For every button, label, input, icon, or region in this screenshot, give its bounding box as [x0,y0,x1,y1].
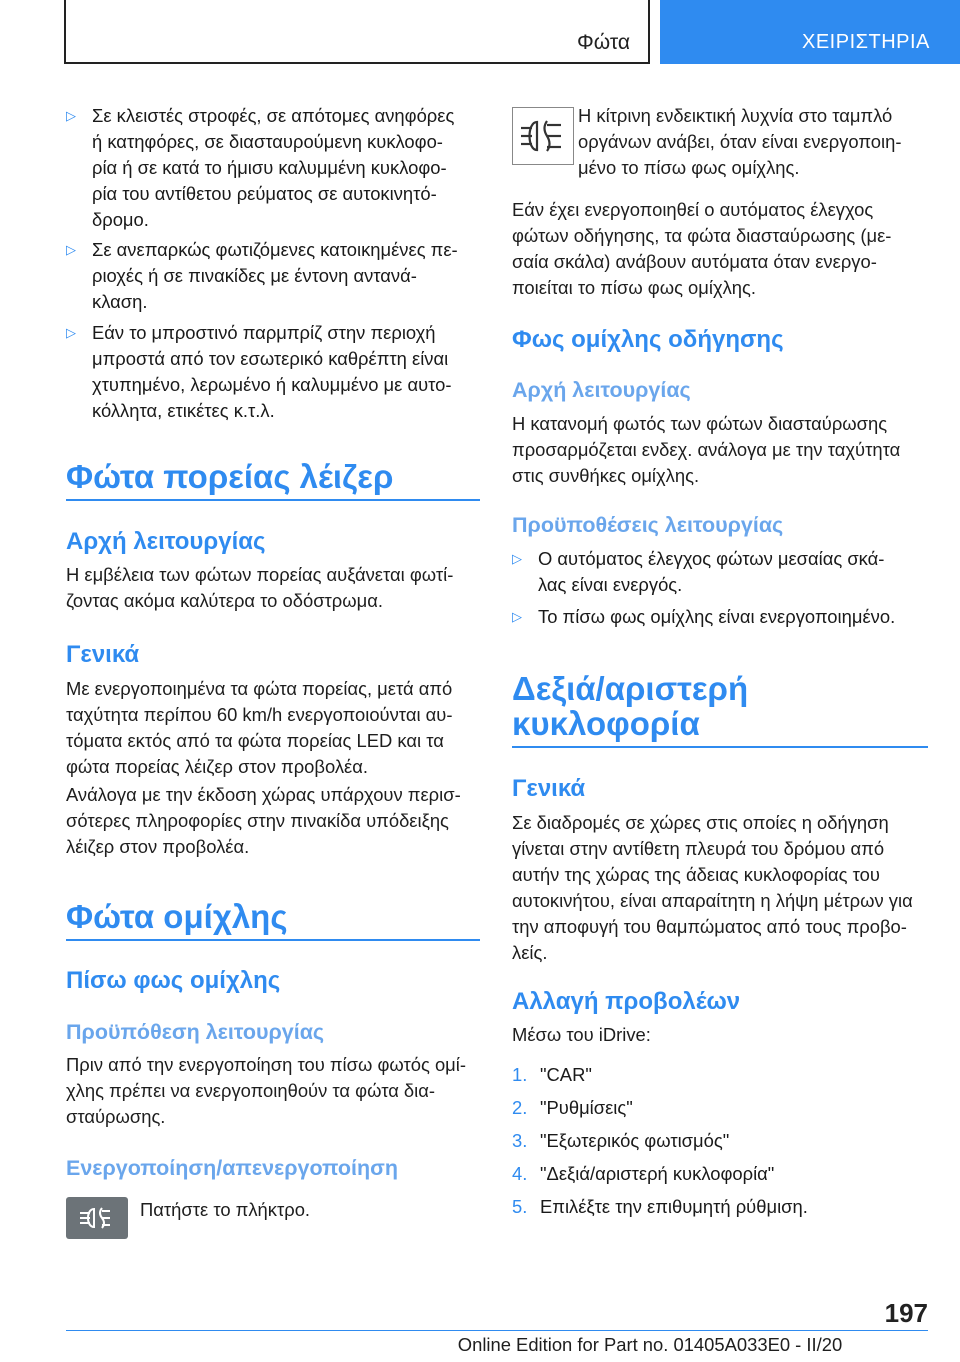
traffic-general-title: Γενικά [512,775,586,802]
text-line: χτυπημένο, λερωμένο ή καλυμμένο με αυτο- [92,374,452,395]
header-chapter-label: ΧΕΙΡΙΣΤΗΡΙΑ [802,31,930,53]
step-number: 5. [512,1196,528,1217]
text-line: Η κίτρινη ενδεικτική λυχνία στο ταμπλό [578,105,893,126]
text-line: αυτήν της χώρας της άδειας κυκλοφορίας του [512,864,880,885]
driving-fog-title: Φως ομίχλης οδήγησης [512,326,784,353]
text-line: ποιείται το πίσω φως ομίχλης. [512,277,757,298]
text-line: Το πίσω φως ομίχλης είναι ενεργοποιημένο. [538,606,896,627]
text-line: σαία σκάλα) ανάβουν αυτόματα όταν ενεργο- [512,251,877,272]
driving-principle-text [512,411,900,489]
bullet-triangle-icon: ▷ [66,325,76,340]
text-line: Πριν από την ενεργοποίηση του πίσω φωτός ομί- [66,1054,466,1075]
text-line: γίνεται στην αντίθετη πλευρά του δρόμου από [512,838,885,859]
text-line: χλης πρέπει να ενεργοποιηθούν τα φώτα δια- [66,1080,436,1101]
headlight-change-title: Αλλαγή προβολέων [512,988,741,1015]
text-line: Η κατανομή φωτός των φώτων διασταύρωσης [512,413,888,434]
traffic-title-line1: Δεξιά/αριστερή [512,670,749,707]
text-line: σότερες πληροφορίες στην πινακίδα υπόδειξης [66,810,449,831]
text-line: την αποφυγή του θαμπώματος από τους προβο- [512,916,907,937]
rear-fog-req-text [66,1052,466,1130]
header-section-title: Φώτα [577,31,630,54]
text-line: οργάνων ανάβει, όταν είναι ενεργοποιη- [578,131,902,152]
text-line: Ανάλογα με την έκδοση χώρας υπάρχουν περισ- [66,784,461,805]
text-line: σταύρωσης. [66,1106,166,1127]
step-number: 1. [512,1064,528,1085]
rear-fog-indicator-symbol-icon [513,108,573,164]
traffic-title-rule [512,746,928,748]
rear-fog-title: Πίσω φως ομίχλης [66,967,281,994]
text-line: λείς. [512,942,548,963]
text-line: λας είναι ενεργός. [538,574,683,595]
traffic-title-line2: κυκλοφορία [512,705,700,742]
text-line: Με ενεργοποιημένα τα φώτα πορείας, μετά από [66,678,453,699]
step-number: 4. [512,1163,528,1184]
header-chapter-tab[interactable] [660,0,960,64]
text-line: ρία του αντίθετου ρεύματος σε αυτοκινητό- [92,183,437,204]
text-line: δρομο. [92,209,149,230]
text-line: λέιζερ στον προβολέα. [66,836,250,857]
text-line: ριοχές ή σε πινακίδες με έντονη αντανά- [92,265,417,286]
traffic-general-text [512,810,913,966]
indicator-text [578,103,901,181]
bullet-text [92,237,482,315]
text-line: μπροστά από τον εσωτερικό καθρέπτη είναι [92,348,449,369]
text-line: κόλλητα, ετικέτες κ.τ.λ. [92,400,275,421]
fog-title-rule [66,939,480,941]
fog-lights-title: Φώτα ομίχλης [66,898,288,935]
driving-req-title: Προϋποθέσεις λειτουργίας [512,513,784,537]
text-line: Σε ανεπαρκώς φωτιζόμενες κατοικημένες πε- [92,239,458,260]
step-text: "Δεξιά/αριστερή κυκλοφορία" [540,1163,775,1184]
rear-fog-indicator-icon [512,107,574,165]
step-number: 3. [512,1130,528,1151]
laser-principle-text [66,562,453,614]
text-line: τόματα εκτός από τα φώτα πορείας LED και τα [66,730,444,751]
text-line: αυτοκινήτου, είναι απαραίτητη η λήψη μέτρων για [512,890,913,911]
text-line: Εάν έχει ενεργοποιηθεί ο αυτόματος έλεγχος [512,199,874,220]
text-line: ή κατηφόρες, σε διασταυρούμενη κυκλοφο- [92,131,443,152]
activation-title: Ενεργοποίηση/απενεργοποίηση [66,1156,398,1180]
step-text: "Ρυθμίσεις" [540,1097,633,1118]
bullet-triangle-icon: ▷ [512,609,522,624]
text-line: ταχύτητα περίπου 60 km/h ενεργοποιούνται αυ- [66,704,453,725]
header-box [64,0,650,64]
bullet-text [92,103,482,233]
text-line: Η εμβέλεια των φώτων πορείας αυξάνεται φωτί- [66,564,454,585]
bullet-text [538,546,928,598]
text-line: κλαση. [92,291,148,312]
laser-lights-title: Φώτα πορείας λέιζερ [66,458,394,495]
press-button-text: Πατήστε το πλήκτρο. [140,1199,311,1220]
step-number: 2. [512,1097,528,1118]
text-line: Σε διαδρομές σε χώρες στις οποίες η οδήγηση [512,812,889,833]
laser-title-rule [66,499,480,501]
text-line: Σε κλειστές στροφές, σε απότομες ανηφόρες [92,105,455,126]
general-title: Γενικά [66,641,140,668]
step-text: "CAR" [540,1064,592,1085]
step-text: "Εξωτερικός φωτισμός" [540,1130,730,1151]
text-line: προσαρμόζεται ενδεχ. ανάλογα με την ταχύτητα [512,439,901,460]
text-line: ζοντας ακόμα καλύτερα το οδόστρωμα. [66,590,383,611]
text-line: Ο αυτόματος έλεγχος φώτων μεσαίας σκά- [538,548,885,569]
text-line: ρία ή σε κατά το ήμισυ καλυμμένη κυκλοφο- [92,157,447,178]
general-text-2 [66,782,461,860]
text-line: φώτων οδήγησης, τα φώτα διασταύρωσης (με- [512,225,892,246]
bullet-text [92,320,482,424]
text-line: μένο το πίσω φως ομίχλης. [578,157,800,178]
rear-fog-button-icon [66,1197,128,1239]
footer-rule [66,1330,928,1331]
page-number: 197 [884,1298,928,1328]
text-line: στις συνθήκες ομίχλης. [512,465,700,486]
headlight-intro: Μέσω του iDrive: [512,1024,651,1045]
bullet-triangle-icon: ▷ [66,242,76,257]
footer-edition: Online Edition for Part no. 01405A033E0 - II/20 [457,1334,843,1355]
step-text: Επιλέξτε την επιθυμητή ρύθμιση. [540,1196,808,1217]
rear-fog-req-title: Προϋπόθεση λειτουργίας [66,1020,325,1044]
rear-fog-symbol-icon [66,1197,128,1239]
laser-principle-title: Αρχή λειτουργίας [66,528,266,555]
bullet-triangle-icon: ▷ [512,551,522,566]
general-text-1 [66,676,452,780]
auto-control-text [512,197,891,301]
bullet-triangle-icon: ▷ [66,108,76,123]
bullet-text [538,604,928,630]
text-line: φώτα πορείας λέιζερ στον προβολέα. [66,756,368,777]
driving-principle-title: Αρχή λειτουργίας [512,378,691,402]
text-line: Εάν το μπροστινό παρμπρίζ στην περιοχή [92,322,436,343]
